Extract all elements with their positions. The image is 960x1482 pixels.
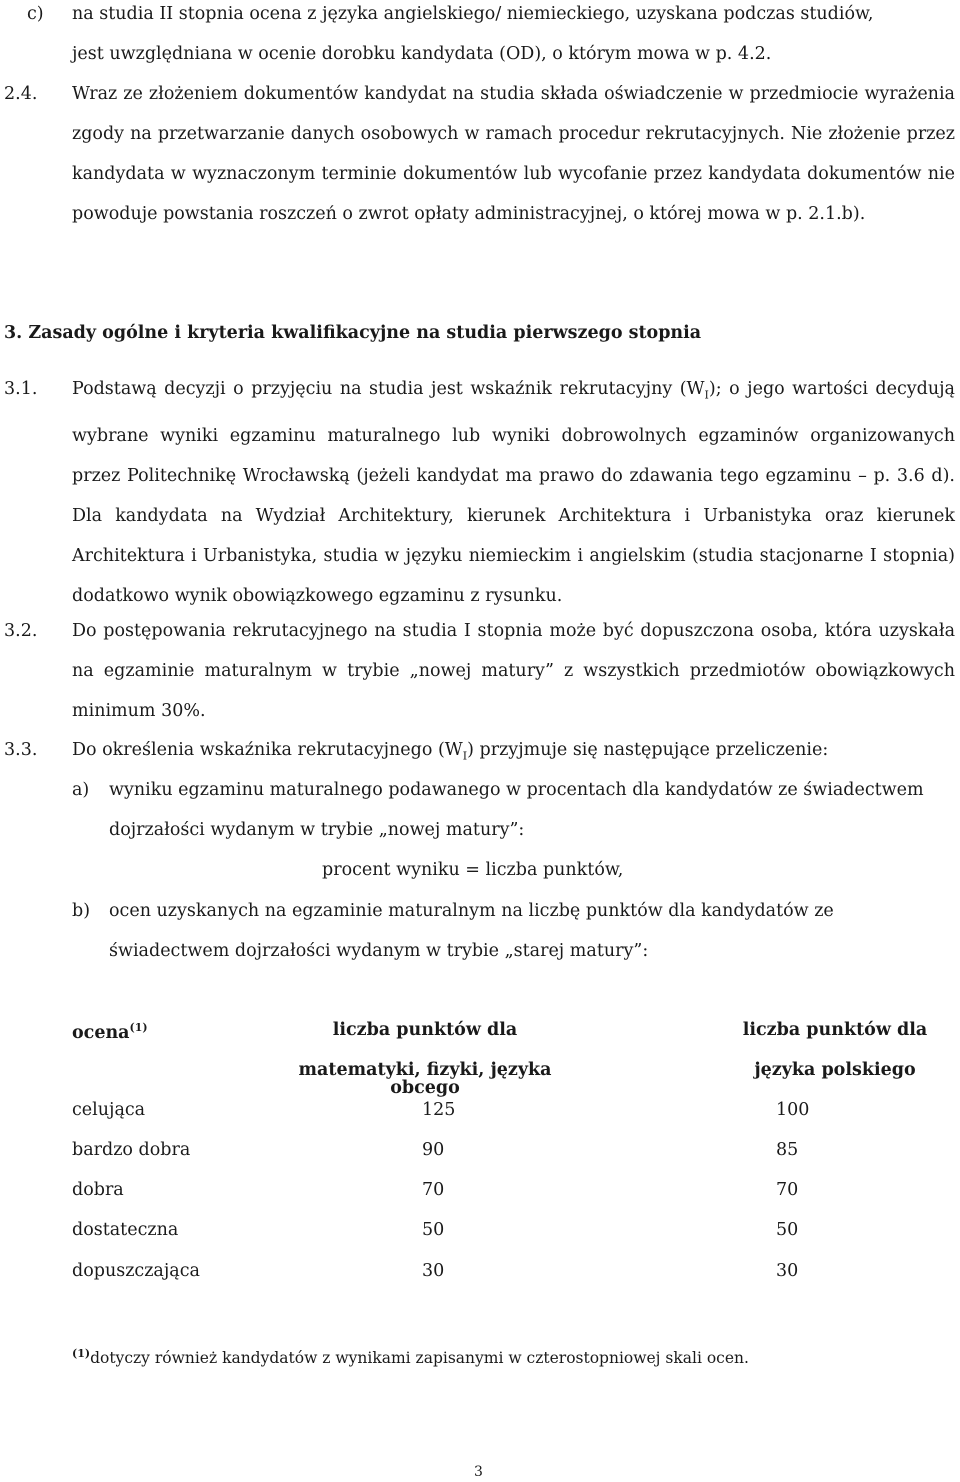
table-header-polish-line1: liczba punktów dla [742, 1020, 928, 1040]
table-header-math-line2: matematyki, fizyki, języka obcego [298, 1060, 552, 1098]
section-number-3-3: 3.3. [4, 740, 38, 760]
paragraph-2-4: Wraz ze złożeniem dokumentów kandydat na studia składa oświadczenie w przedmiocie wyrażenia zgody na przetwarzanie danych osobowych w ramach procedur rekrutacyjnych. Nie złożenie przez kandydata w wyznaczonym terminie dokumentów lub wycofanie przez kandydata dokumentów nie powoduje powstania roszczeń o zwrot opłaty administracyjnej, o której mowa w p. 2.1.b). [72, 84, 955, 224]
section-number-3-1: 3.1. [4, 379, 38, 399]
item-b-line2: świadectwem dojrzałości wydanym w trybie „starej matury”: [109, 941, 649, 961]
table-cell-grade: dostateczna [72, 1220, 179, 1240]
table-cell-polish: 70 [776, 1180, 799, 1200]
paragraph-c-line2: jest uwzględniana w ocenie dorobku kandydata (OD), o którym mowa w p. 4.2. [72, 44, 772, 64]
list-marker-c: c) [27, 4, 44, 24]
section-number-3-2: 3.2. [4, 621, 38, 641]
table-cell-polish: 50 [776, 1220, 799, 1240]
page-number: 3 [474, 1464, 483, 1480]
section-3-heading: 3. Zasady ogólne i kryteria kwalifikacyjne na studia pierwszego stopnia [4, 323, 702, 343]
table-cell-math: 50 [422, 1220, 445, 1240]
table-header-grade: ocena$^{(1)}$ [72, 1021, 148, 1043]
formula: procent wyniku = liczba punktów, [322, 860, 624, 880]
footnote: $^{(1)}$dotyczy również kandydatów z wynikami zapisanymi w czterostopniowej skali ocen. [72, 1347, 749, 1367]
table-cell-math: 70 [422, 1180, 445, 1200]
list-marker-a: a) [72, 780, 90, 800]
table-cell-math: 90 [422, 1140, 445, 1160]
table-cell-math: 30 [422, 1261, 445, 1281]
list-marker-b: b) [72, 901, 91, 921]
section-number-2-4: 2.4. [4, 84, 38, 104]
table-cell-grade: dopuszczająca [72, 1261, 200, 1281]
paragraph-3-3-intro: Do określenia wskaźnika rekrutacyjnego $(W_I)$ przyjmuje się następujące przeliczenie: [72, 740, 829, 763]
table-cell-grade: celująca [72, 1100, 146, 1120]
table-header-polish-line2: języka polskiego [754, 1060, 916, 1080]
item-a-line1: wyniku egzaminu maturalnego podawanego w procentach dla kandydatów ze świadectwem [109, 780, 924, 800]
table-cell-math: 125 [422, 1100, 456, 1120]
paragraph-c-line1: na studia II stopnia ocena z języka angielskiego/ niemieckiego, uzyskana podczas studiów, [72, 4, 874, 24]
item-b-line1: ocen uzyskanych na egzaminie maturalnym na liczbę punktów dla kandydatów ze [109, 901, 834, 921]
table-cell-polish: 100 [776, 1100, 810, 1120]
table-cell-grade: bardzo dobra [72, 1140, 191, 1160]
table-header-math-line1: liczba punktów dla [332, 1020, 518, 1040]
table-cell-polish: 30 [776, 1261, 799, 1281]
table-cell-grade: dobra [72, 1180, 124, 1200]
item-a-line2: dojrzałości wydanym w trybie „nowej matury”: [109, 820, 525, 840]
paragraph-3-2: Do postępowania rekrutacyjnego na studia I stopnia może być dopuszczona osoba, która uzyskała na egzaminie maturalnym w trybie „nowej matury” z wszystkich przedmiotów obowiązkowych minimum 30%. [72, 621, 955, 721]
table-cell-polish: 85 [776, 1140, 799, 1160]
paragraph-3-1: Podstawą decyzji o przyjęciu na studia jest wskaźnik rekrutacyjny $(W_I)$; o jego wartości decydują wybrane wyniki egzaminu maturalnego lub wyniki dobrowolnych egzaminów organizowanych przez Politechnikę Wrocławską (jeżeli kandydat ma prawo do zdawania tego egzaminu – p. 3.6 d). Dla kandydata na Wydział Architektury, kierunek Architektura i Urbanistyka oraz kierunek Architektura i Urbanistyka, studia w języku niemieckim i angielskim (studia stacjonarne I stopnia) dodatkowo wynik obowiązkowego egzaminu z rysunku. [72, 379, 955, 606]
